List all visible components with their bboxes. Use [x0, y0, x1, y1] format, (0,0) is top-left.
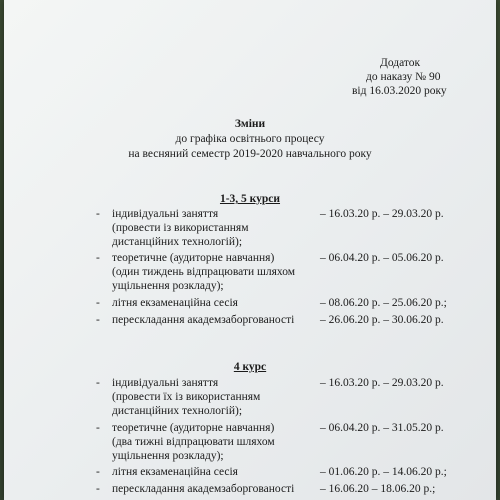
- date-range: – 06.04.20 р. – 31.05.20 р.: [320, 422, 444, 434]
- date-range: – 08.06.20 р. – 25.06.20 р.;: [320, 297, 447, 309]
- title-line-2: до графіка освітнього процесу: [175, 133, 325, 145]
- document-sheet: [4, 0, 496, 500]
- date-range: – 16.06.20 – 18.06.20 р.;: [320, 483, 436, 495]
- bullet-dash: -: [96, 377, 100, 389]
- bullet-dash: -: [96, 208, 100, 220]
- item-text: індивідуальні заняття: [112, 377, 219, 389]
- item-text: (провести із використанням: [112, 222, 249, 234]
- item-text: дистанційних технологій);: [112, 405, 243, 417]
- item-text: літня екзаменаційна сесія: [112, 466, 238, 478]
- bullet-dash: -: [96, 314, 100, 326]
- item-text: дистанційних технологій);: [112, 236, 243, 248]
- bullet-dash: -: [96, 466, 100, 478]
- document-title: Зміни: [234, 118, 266, 130]
- item-text: ущільнення розкладу);: [112, 450, 224, 462]
- item-text: індивідуальні заняття: [112, 208, 219, 220]
- section-heading-1-3-5: 1-3, 5 курси: [219, 193, 281, 205]
- item-text: (провести їх із використанням: [112, 391, 261, 403]
- item-text: теоретичне (аудиторне навчання): [112, 252, 275, 264]
- date-range: – 26.06.20 р. – 30.06.20 р.: [320, 314, 444, 326]
- date-range: – 16.03.20 р. – 29.03.20 р.: [320, 208, 444, 220]
- item-text: ущільнення розкладу);: [112, 280, 224, 292]
- appendix-line-1: Додаток: [380, 57, 421, 69]
- item-text: теоретичне (аудиторне навчання): [112, 422, 275, 434]
- item-text: перескладання академзаборгованості: [112, 483, 295, 495]
- item-text: літня екзаменаційна сесія: [112, 297, 238, 309]
- date-range: – 01.06.20 р. – 14.06.20 р.;: [320, 466, 447, 478]
- bullet-dash: -: [96, 483, 100, 495]
- item-text: (один тиждень відпрацювати шляхом: [112, 266, 296, 278]
- appendix-line-2: до наказу № 90: [366, 71, 441, 83]
- title-line-3: на весняний семестр 2019-2020 навчального року: [128, 148, 372, 160]
- item-text: перескладання академзаборгованості: [112, 314, 295, 326]
- appendix-line-3: від 16.03.2020 року: [352, 85, 447, 97]
- item-text: (два тижні відпрацювати шляхом: [112, 436, 275, 448]
- section-heading-4: 4 курс: [233, 361, 267, 373]
- bullet-dash: -: [96, 422, 100, 434]
- date-range: – 06.04.20 р. – 05.06.20 р.: [320, 252, 444, 264]
- bullet-dash: -: [96, 297, 100, 309]
- bullet-dash: -: [96, 252, 100, 264]
- date-range: – 16.03.20 р. – 29.03.20 р.: [320, 377, 444, 389]
